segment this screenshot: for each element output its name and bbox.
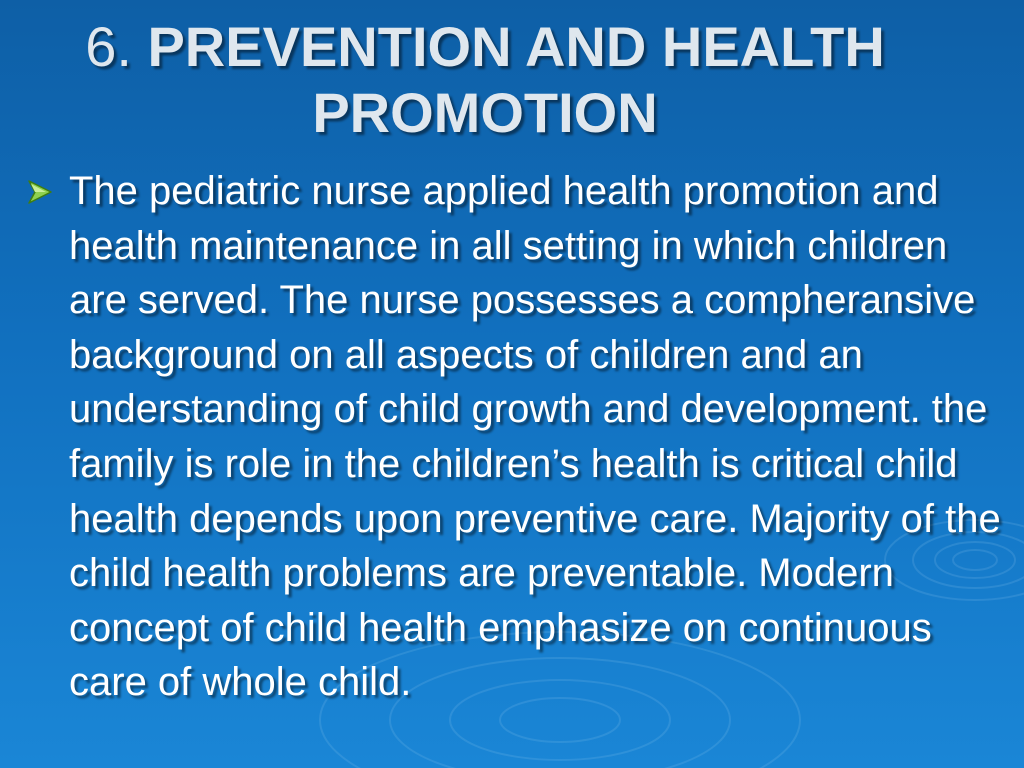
slide-title-text: PREVENTION AND HEALTH PROMOTION bbox=[147, 15, 885, 144]
arrow-bullet-icon bbox=[26, 178, 54, 206]
slide-title bbox=[0, 14, 970, 146]
bullet-text: The pediatric nurse applied health promotion and health maintenance in all setting in which children are served. The nurse possesses a compheransive background on all aspects of children and an understanding of child growth and development. the family is role in the children’s health is critical child health depends upon preventive care. Majority of the child health problems are preventable. Modern concept of child health emphasize on continuous care of whole child. bbox=[69, 169, 1001, 705]
slide-title-number: 6. bbox=[85, 15, 132, 78]
